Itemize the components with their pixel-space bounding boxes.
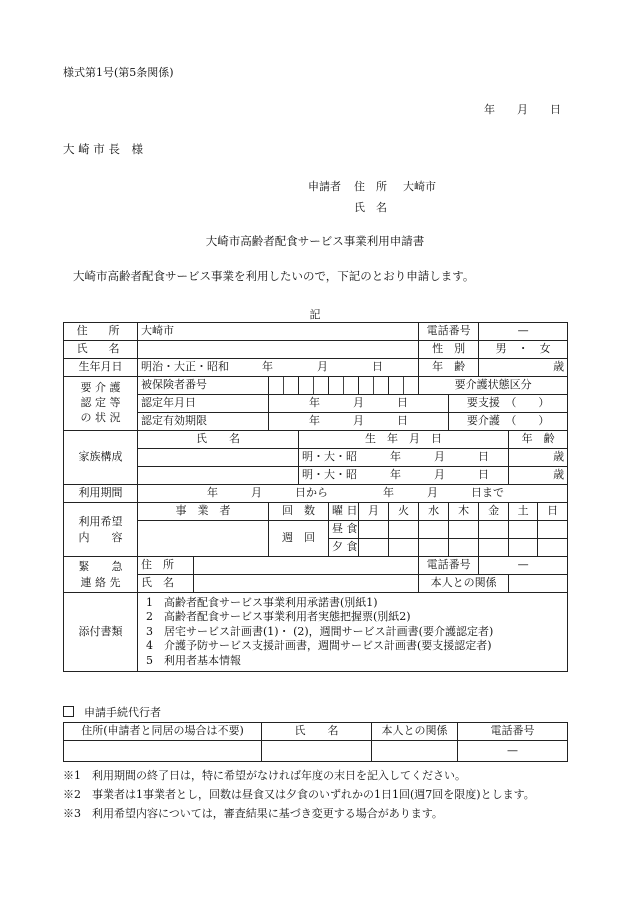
note-item: ※3 利用希望内容については，審査結果に基づき変更する場合があります。 <box>63 807 443 820</box>
family-row <box>64 449 568 467</box>
care-row-3 <box>64 413 568 431</box>
sex-options[interactable]: 男 ・ 女 <box>479 341 568 359</box>
proxy-col-name: 氏 名 <box>262 723 372 741</box>
name-value[interactable] <box>138 341 419 359</box>
emergency-relation-label: 本人との関係 <box>419 575 509 593</box>
era-options: 明治・大正・昭和 <box>141 360 229 374</box>
name-row <box>64 341 568 359</box>
intro-text: 大崎市高齢者配食サービス事業を利用したいので，下記のとおり申請します。 <box>73 269 475 283</box>
proxy-col-address: 住所(申請者と同居の場合は不要) <box>64 723 262 741</box>
dinner-day-cell[interactable] <box>419 539 449 557</box>
proxy-col-relation: 本人との関係 <box>372 723 458 741</box>
attachments-label: 添付書類 <box>64 593 138 672</box>
care-status-label: 要 介 護 認 定 等 の 状 況 <box>64 377 138 431</box>
applicant-address-value: 大崎市 <box>403 180 436 193</box>
address-value[interactable]: 大崎市 <box>138 323 419 341</box>
insured-number-box[interactable] <box>389 377 419 395</box>
valid-period-value[interactable]: 年 月 日 <box>269 413 449 431</box>
date-line: 年 月 日 <box>484 103 561 116</box>
applicant-address-label: 住 所 <box>354 180 387 193</box>
attachments-list <box>138 593 568 672</box>
day-header: 日 <box>538 503 568 521</box>
application-form-table <box>63 322 568 672</box>
lunch-day-cell[interactable] <box>389 521 419 539</box>
emergency-phone-value[interactable]: — <box>479 557 568 575</box>
family-birth-cell[interactable]: 明・大・昭 年 月 日 <box>299 467 509 485</box>
support-option[interactable]: 要支援 （ ） <box>449 395 568 413</box>
proxy-checkbox-label: 申請手続代行者 <box>84 706 161 719</box>
family-col-name: 氏 名 <box>138 431 299 449</box>
proxy-address-value[interactable] <box>64 741 262 762</box>
emergency-name-value[interactable] <box>194 575 419 593</box>
emergency-phone-label: 電話番号 <box>419 557 479 575</box>
attachment-item: 5 利用者基本情報 <box>146 653 241 667</box>
family-row <box>64 467 568 485</box>
emergency-address-value[interactable] <box>194 557 419 575</box>
attachment-item: 1 高齢者配食サービス事業利用承諾書(別紙1) <box>146 595 378 609</box>
addressee: 大 崎 市 長 様 <box>63 142 143 156</box>
day-header: 土 <box>509 503 538 521</box>
emergency-row-1 <box>64 557 568 575</box>
usage-col-count: 回 数 <box>269 503 329 521</box>
proxy-header-row <box>64 723 568 741</box>
family-birth-cell[interactable]: 明・大・昭 年 月 日 <box>299 449 509 467</box>
proxy-relation-value[interactable] <box>372 741 458 762</box>
provider-cell[interactable] <box>138 521 269 557</box>
attachment-item: 2 高齢者配食サービス事業利用者実態把握票(別紙2) <box>146 610 411 624</box>
proxy-table <box>63 722 568 762</box>
valid-period-label: 認定有効期限 <box>138 413 269 431</box>
document-title: 大崎市高齢者配食サービス事業利用申請書 <box>205 234 425 248</box>
care-level-option[interactable]: 要介護 （ ） <box>449 413 568 431</box>
usage-col-provider: 事 業 者 <box>138 503 269 521</box>
emergency-row-2 <box>64 575 568 593</box>
care-row-1 <box>64 377 568 395</box>
dinner-label: 夕 食 <box>329 539 359 557</box>
lunch-day-cell[interactable] <box>419 521 449 539</box>
period-value[interactable]: 年 月 日から 年 月 日まで <box>138 485 568 503</box>
dinner-day-cell[interactable] <box>449 539 479 557</box>
ki-mark: 記 <box>309 308 321 321</box>
day-header: 木 <box>449 503 479 521</box>
day-header: 金 <box>479 503 509 521</box>
family-age-cell[interactable]: 歳 <box>509 449 568 467</box>
phone-value[interactable]: — <box>479 323 568 341</box>
cert-date-label: 認定年月日 <box>138 395 269 413</box>
weekly-count-cell[interactable]: 週 回 <box>269 521 329 557</box>
family-col-birth: 生 年 月 日 <box>299 431 509 449</box>
period-label: 利用期間 <box>64 485 138 503</box>
lunch-day-cell[interactable] <box>479 521 509 539</box>
care-row-2 <box>64 395 568 413</box>
insured-number-box[interactable] <box>299 377 329 395</box>
lunch-day-cell[interactable] <box>538 521 568 539</box>
birthdate-label: 生年月日 <box>64 359 138 377</box>
usage-lunch-row <box>64 521 568 539</box>
applicant-name-label: 氏 名 <box>354 201 387 214</box>
day-header: 曜 日 <box>329 503 359 521</box>
address-row <box>64 323 568 341</box>
family-age-cell[interactable]: 歳 <box>509 467 568 485</box>
note-item: ※1 利用期間の終了日は，特に希望がなければ年度の末日を記入してください。 <box>63 769 466 782</box>
lunch-day-cell[interactable] <box>359 521 389 539</box>
emergency-address-label: 住 所 <box>138 557 194 575</box>
proxy-checkbox-row[interactable] <box>63 706 161 718</box>
period-row <box>64 485 568 503</box>
birthdate-row <box>64 359 568 377</box>
address-label: 住 所 <box>64 323 138 341</box>
attachments-row <box>64 593 568 672</box>
emergency-name-label: 氏 名 <box>138 575 194 593</box>
notes <box>63 766 535 823</box>
proxy-phone-value[interactable]: — <box>458 741 568 762</box>
usage-header-row <box>64 503 568 521</box>
family-name-cell[interactable] <box>138 449 299 467</box>
proxy-col-phone: 電話番号 <box>458 723 568 741</box>
care-category-label: 要介護状態区分 <box>419 377 568 395</box>
dinner-day-cell[interactable] <box>538 539 568 557</box>
applicant-label: 申請者 <box>308 180 341 193</box>
age-unit[interactable]: 歳 <box>479 359 568 377</box>
dinner-day-cell[interactable] <box>509 539 538 557</box>
insured-number-label: 被保険者番号 <box>138 377 269 395</box>
family-label: 家族構成 <box>64 431 138 485</box>
age-label: 年 齢 <box>419 359 479 377</box>
cert-date-value[interactable]: 年 月 日 <box>269 395 449 413</box>
sex-label: 性 別 <box>419 341 479 359</box>
birthdate-ymd: 年 月 日 <box>262 360 383 374</box>
dinner-day-cell[interactable] <box>479 539 509 557</box>
dinner-day-cell[interactable] <box>359 539 389 557</box>
insured-number-box[interactable] <box>269 377 299 395</box>
note-item: ※2 事業者は1事業者とし，回数は昼食又は夕食のいずれかの1日1回(週7回を限度)とします。 <box>63 788 535 801</box>
day-header: 水 <box>419 503 449 521</box>
proxy-value-row <box>64 741 568 762</box>
attachment-item: 3 居宅サービス計画書(1)・ (2)，週間サービス計画書(要介護認定者) <box>146 624 494 638</box>
day-header: 火 <box>389 503 419 521</box>
family-name-cell[interactable] <box>138 467 299 485</box>
usage-label: 利用希望 内 容 <box>64 503 138 557</box>
phone-label: 電話番号 <box>419 323 479 341</box>
emergency-label: 緊 急 連 絡 先 <box>64 557 138 593</box>
dinner-day-cell[interactable] <box>389 539 419 557</box>
proxy-name-value[interactable] <box>262 741 372 762</box>
family-col-age: 年 齢 <box>509 431 568 449</box>
attachment-item: 4 介護予防サービス支援計画書，週間サービス計画書(要支援認定者) <box>146 639 492 653</box>
family-header-row <box>64 431 568 449</box>
lunch-day-cell[interactable] <box>449 521 479 539</box>
name-label: 氏 名 <box>64 341 138 359</box>
lunch-label: 昼 食 <box>329 521 359 539</box>
emergency-relation-value[interactable] <box>509 575 568 593</box>
birthdate-value[interactable] <box>138 359 419 377</box>
insured-number-box[interactable] <box>329 377 359 395</box>
insured-number-box[interactable] <box>359 377 389 395</box>
form-number: 様式第1号(第5条関係) <box>63 66 174 79</box>
lunch-day-cell[interactable] <box>509 521 538 539</box>
proxy-checkbox[interactable] <box>63 706 74 717</box>
day-header: 月 <box>359 503 389 521</box>
